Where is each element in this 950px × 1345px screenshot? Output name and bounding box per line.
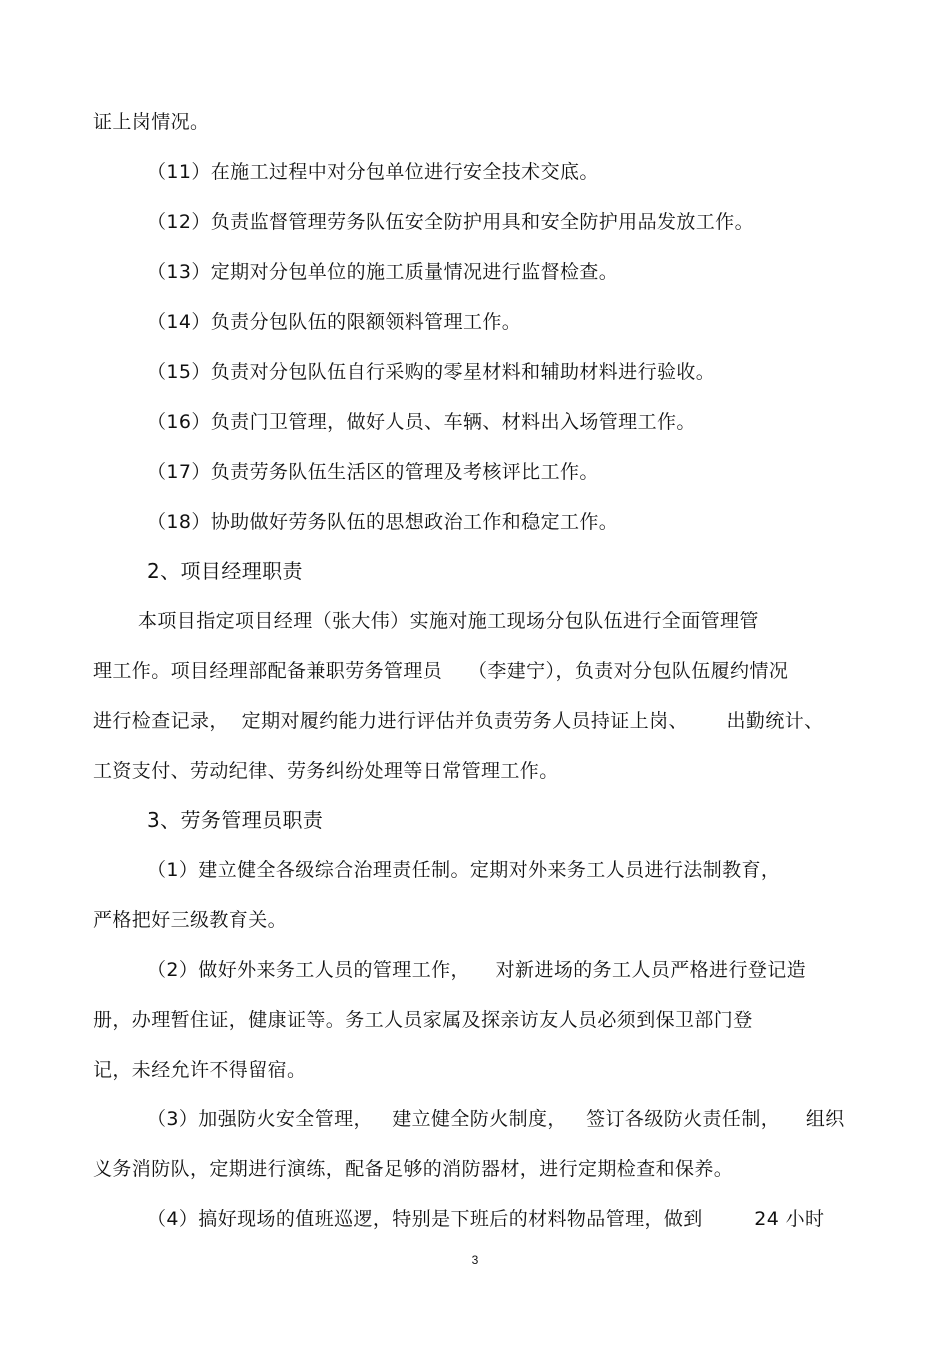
list-item-13: （13）定期对分包单位的施工质量情况进行监督检查。 [147, 261, 619, 283]
paragraph-line: 本项目指定项目经理（张大伟）实施对施工现场分包队伍进行全面管理管 [138, 610, 759, 632]
list-item-11: （11）在施工过程中对分包单位进行安全技术交底。 [147, 161, 599, 183]
list-item-12: （12）负责监督管理劳务队伍安全防护用具和安全防护用品发放工作。 [147, 211, 754, 233]
list-item-3: （3）加强防火安全管理， 建立健全防火制度， 签订各级防火责任制， 组织 [147, 1108, 845, 1130]
list-item-1: （1）建立健全各级综合治理责任制。定期对外来务工人员进行法制教育， [147, 859, 781, 881]
paragraph-line: 工资支付、劳动纪律、劳务纠纷处理等日常管理工作。 [93, 760, 559, 782]
list-item-4: （4）搞好现场的值班巡逻，特别是下班后的材料物品管理，做到 24 小时 [147, 1208, 825, 1230]
section-heading-labor-manager: 3、劳务管理员职责 [147, 808, 324, 832]
list-item-17: （17）负责劳务队伍生活区的管理及考核评比工作。 [147, 461, 599, 483]
list-item-14: （14）负责分包队伍的限额领料管理工作。 [147, 311, 522, 333]
paragraph-line: 进行检查记录， 定期对履约能力进行评估并负责劳务人员持证上岗、 出勤统计、 [93, 710, 824, 732]
paragraph-line: 理工作。项目经理部配备兼职劳务管理员 （李建宁），负责对分包队伍履约情况 [93, 660, 789, 682]
paragraph-line: 册，办理暂住证，健康证等。务工人员家属及探亲访友人员必须到保卫部门登 [93, 1009, 753, 1031]
paragraph-line: 严格把好三级教育关。 [93, 909, 288, 931]
paragraph-line: 义务消防队，定期进行演练，配备足够的消防器材，进行定期检查和保养。 [93, 1158, 734, 1180]
page-number: 3 [471, 1253, 479, 1267]
text-line: 证上岗情况。 [93, 111, 210, 133]
paragraph-line: 记，未经允许不得留宿。 [93, 1059, 307, 1081]
list-item-15: （15）负责对分包队伍自行采购的零星材料和辅助材料进行验收。 [147, 361, 716, 383]
list-item-18: （18）协助做好劳务队伍的思想政治工作和稳定工作。 [147, 511, 619, 533]
list-item-16: （16）负责门卫管理，做好人员、车辆、材料出入场管理工作。 [147, 411, 696, 433]
section-heading-project-manager: 2、项目经理职责 [147, 559, 303, 583]
list-item-2: （2）做好外来务工人员的管理工作， 对新进场的务工人员严格进行登记造 [147, 959, 807, 981]
